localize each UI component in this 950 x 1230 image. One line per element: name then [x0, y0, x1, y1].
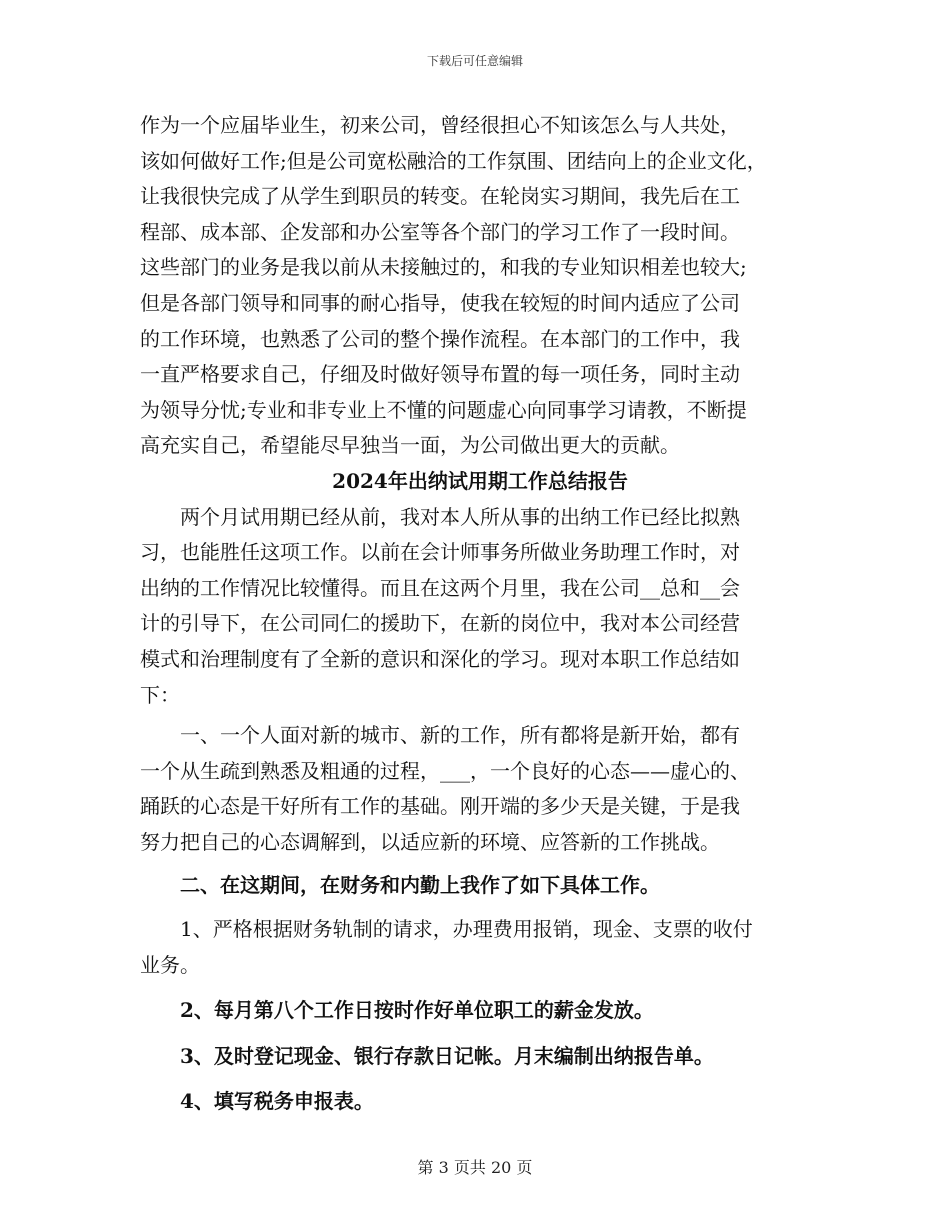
list-item: 4、填写税务申报表。 [140, 1089, 374, 1114]
list-item-continuation: 业务。 [140, 952, 200, 977]
paragraph-line: 两个月试用期已经从前，我对本人所从事的出纳工作已经比拟熟 [140, 504, 740, 529]
page-number: 第 3 页共 20 页 [417, 1158, 533, 1177]
paragraph-line: 习，也能胜任这项工作。以前在会计师事务所做业务助理工作时，对 [140, 540, 740, 565]
paragraph-line: 作为一个应届毕业生，初来公司，曾经很担心不知该怎么与人共处， [140, 113, 740, 137]
paragraph-line: 高充实自己，希望能尽早独当一面，为公司做出更大的贡献。 [140, 433, 680, 458]
paragraph-line: 踊跃的心态是干好所有工作的基础。刚开端的多少天是关键，于是我 [140, 794, 740, 819]
paragraph-line: 一、一个人面对新的城市、新的工作，所有都将是新开始，都有 [140, 723, 740, 748]
list-item: 1、严格根据财务轨制的请求，办理费用报销，现金、支票的收付 [140, 917, 753, 942]
list-heading: 二、在这期间，在财务和内勤上我作了如下具体工作。 [140, 873, 660, 898]
page-header: 下载后可任意编辑 [426, 54, 523, 68]
paragraph-line: 计的引导下，在公司同仁的援助下，在新的岗位中，我对本公司经营 [140, 611, 740, 636]
paragraph-line: 模式和治理制度有了全新的意识和深化的学习。现对本职工作总结如 [140, 646, 740, 671]
paragraph-line: 一直严格要求自己，仔细及时做好领导布置的每一项任务，同时主动 [140, 362, 740, 387]
section-title: 2024年出纳试用期工作总结报告 [332, 468, 628, 493]
paragraph-line: 一个从生疏到熟悉及粗通的过程，___，一个良好的心态——虚心的、 [140, 758, 750, 783]
paragraph-line: 为领导分忧;专业和非专业上不懂的问题虚心向同事学习请教，不断提 [140, 397, 747, 422]
paragraph-line: 但是各部门领导和同事的耐心指导，使我在较短的时间内适应了公司 [140, 290, 740, 315]
list-item: 2、每月第八个工作日按时作好单位职工的薪金发放。 [140, 998, 654, 1023]
paragraph-line: 努力把自己的心态调解到，以适应新的环境、应答新的工作挑战。 [140, 829, 720, 854]
paragraph-line: 的工作环境，也熟悉了公司的整个操作流程。在本部门的工作中，我 [140, 326, 740, 351]
document-body [140, 108, 820, 1120]
paragraph-line: 下： [140, 682, 180, 707]
paragraph-line: 让我很快完成了从学生到职员的转变。在轮岗实习期间，我先后在工 [140, 184, 740, 209]
list-item: 3、及时登记现金、银行存款日记帐。月末编制出纳报告单。 [140, 1043, 714, 1068]
paragraph-line: 这些部门的业务是我以前从未接触过的，和我的专业知识相差也较大; [140, 255, 747, 280]
paragraph-line: 出纳的工作情况比较懂得。而且在这两个月里，我在公司__总和__会 [140, 575, 740, 600]
paragraph-line: 程部、成本部、企发部和办公室等各个部门的学习工作了一段时间。 [140, 219, 740, 244]
paragraph-line: 该如何做好工作;但是公司宽松融洽的工作氛围、团结向上的企业文化， [140, 148, 767, 173]
